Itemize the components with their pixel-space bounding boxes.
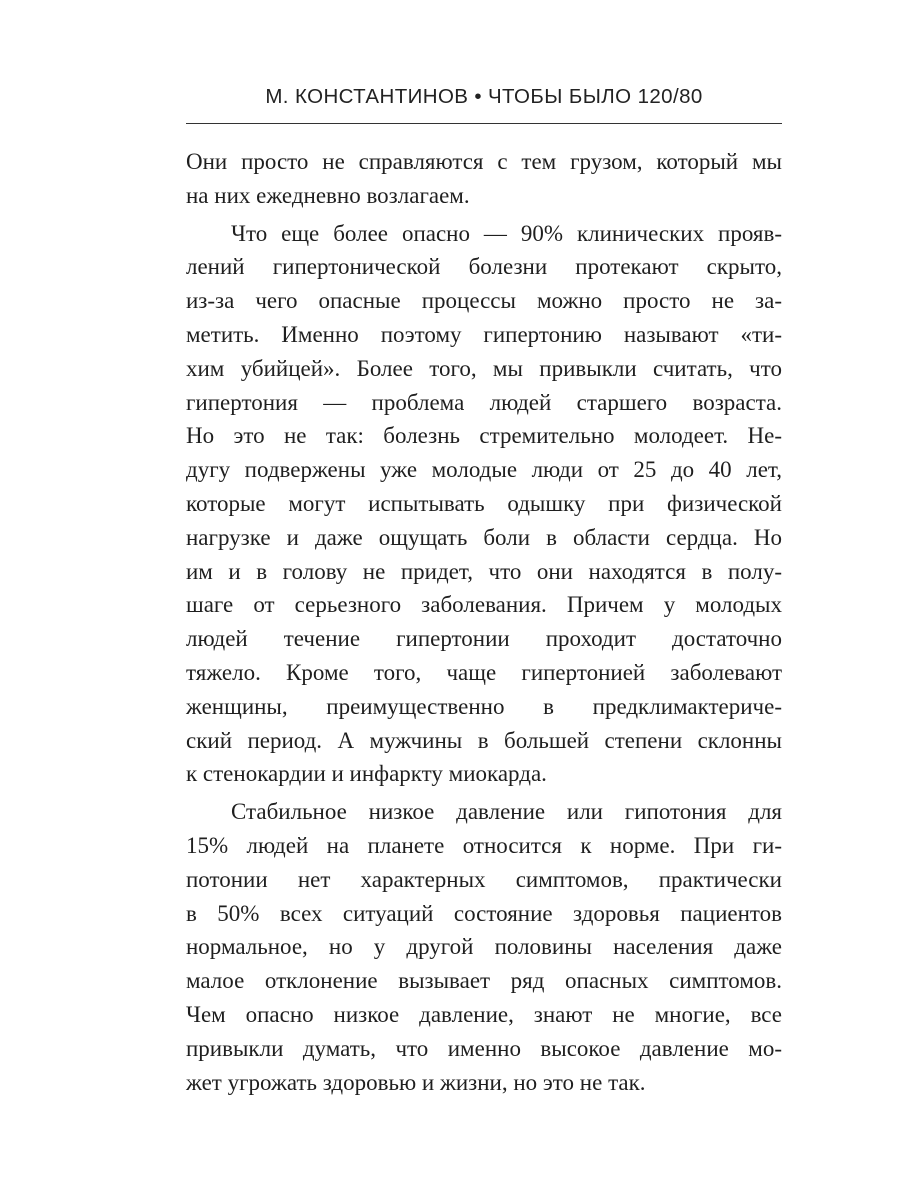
header-author: М. КОНСТАНТИНОВ [265,85,469,108]
text-line: на них ежедневно возлагаем. [186,182,470,208]
text-line: шаге от серьезного заболевания. Причем у молодых [186,592,782,618]
text-line: 15% людей на планете относится к норме. При ги- [186,832,782,858]
running-header [186,84,782,110]
paragraph-2 [186,217,782,792]
text-line: Но это не так: болезнь стремительно молодеет. Не- [186,423,782,449]
text-line: тяжело. Кроме того, чаще гипертонией заболевают [186,659,782,685]
text-line: Что еще более опасно — 90% клинических прояв- [231,220,782,246]
paragraph-3 [186,795,782,1099]
text-line: которые могут испытывать одышку при физической [186,490,782,516]
text-line: к стенокардии и инфаркту миокарда. [186,761,547,787]
text-line: хим убийцей». Более того, мы привыкли считать, что [186,355,782,381]
header-separator: • [474,85,482,108]
text-line: метить. Именно поэтому гипертонию называют «ти- [186,321,782,347]
text-line: ский период. А мужчины в большей степени склонны [186,727,782,753]
text-line: нагрузке и даже ощущать боли в области сердца. Но [186,524,782,550]
text-line: дугу подвержены уже молодые люди от 25 до 40 лет, [186,457,782,483]
body-text [186,145,782,1103]
text-line: лений гипертонической болезни протекают скрыто, [186,254,782,280]
text-line: гипертония — проблема людей старшего возраста. [186,389,782,415]
text-line: привыкли думать, что именно высокое давление мо- [186,1035,782,1061]
text-line: людей течение гипертонии проходит достаточно [186,626,782,652]
text-line: в 50% всех ситуаций состояние здоровья пациентов [186,900,782,926]
paragraph-1 [186,145,782,213]
text-line: малое отклонение вызывает ряд опасных симптомов. [186,968,782,994]
text-line: Они просто не справляются с тем грузом, который мы [186,149,782,174]
text-line: потонии нет характерных симптомов, практически [186,866,782,892]
text-line: нормальное, но у другой половины населения даже [186,934,782,960]
header-book-title: ЧТОБЫ БЫЛО 120/80 [487,85,703,108]
text-line: Чем опасно низкое давление, знают не многие, все [186,1001,782,1027]
text-line: женщины, преимущественно в предклимактериче- [186,693,782,719]
header-rule [186,123,782,124]
text-line: из-за чего опасные процессы можно просто не за- [186,288,782,314]
text-line: Стабильное низкое давление или гипотония для [231,799,782,825]
text-line: им и в голову не придет, что они находятся в полу- [186,558,782,584]
text-line: жет угрожать здоровью и жизни, но это не так. [186,1069,646,1095]
